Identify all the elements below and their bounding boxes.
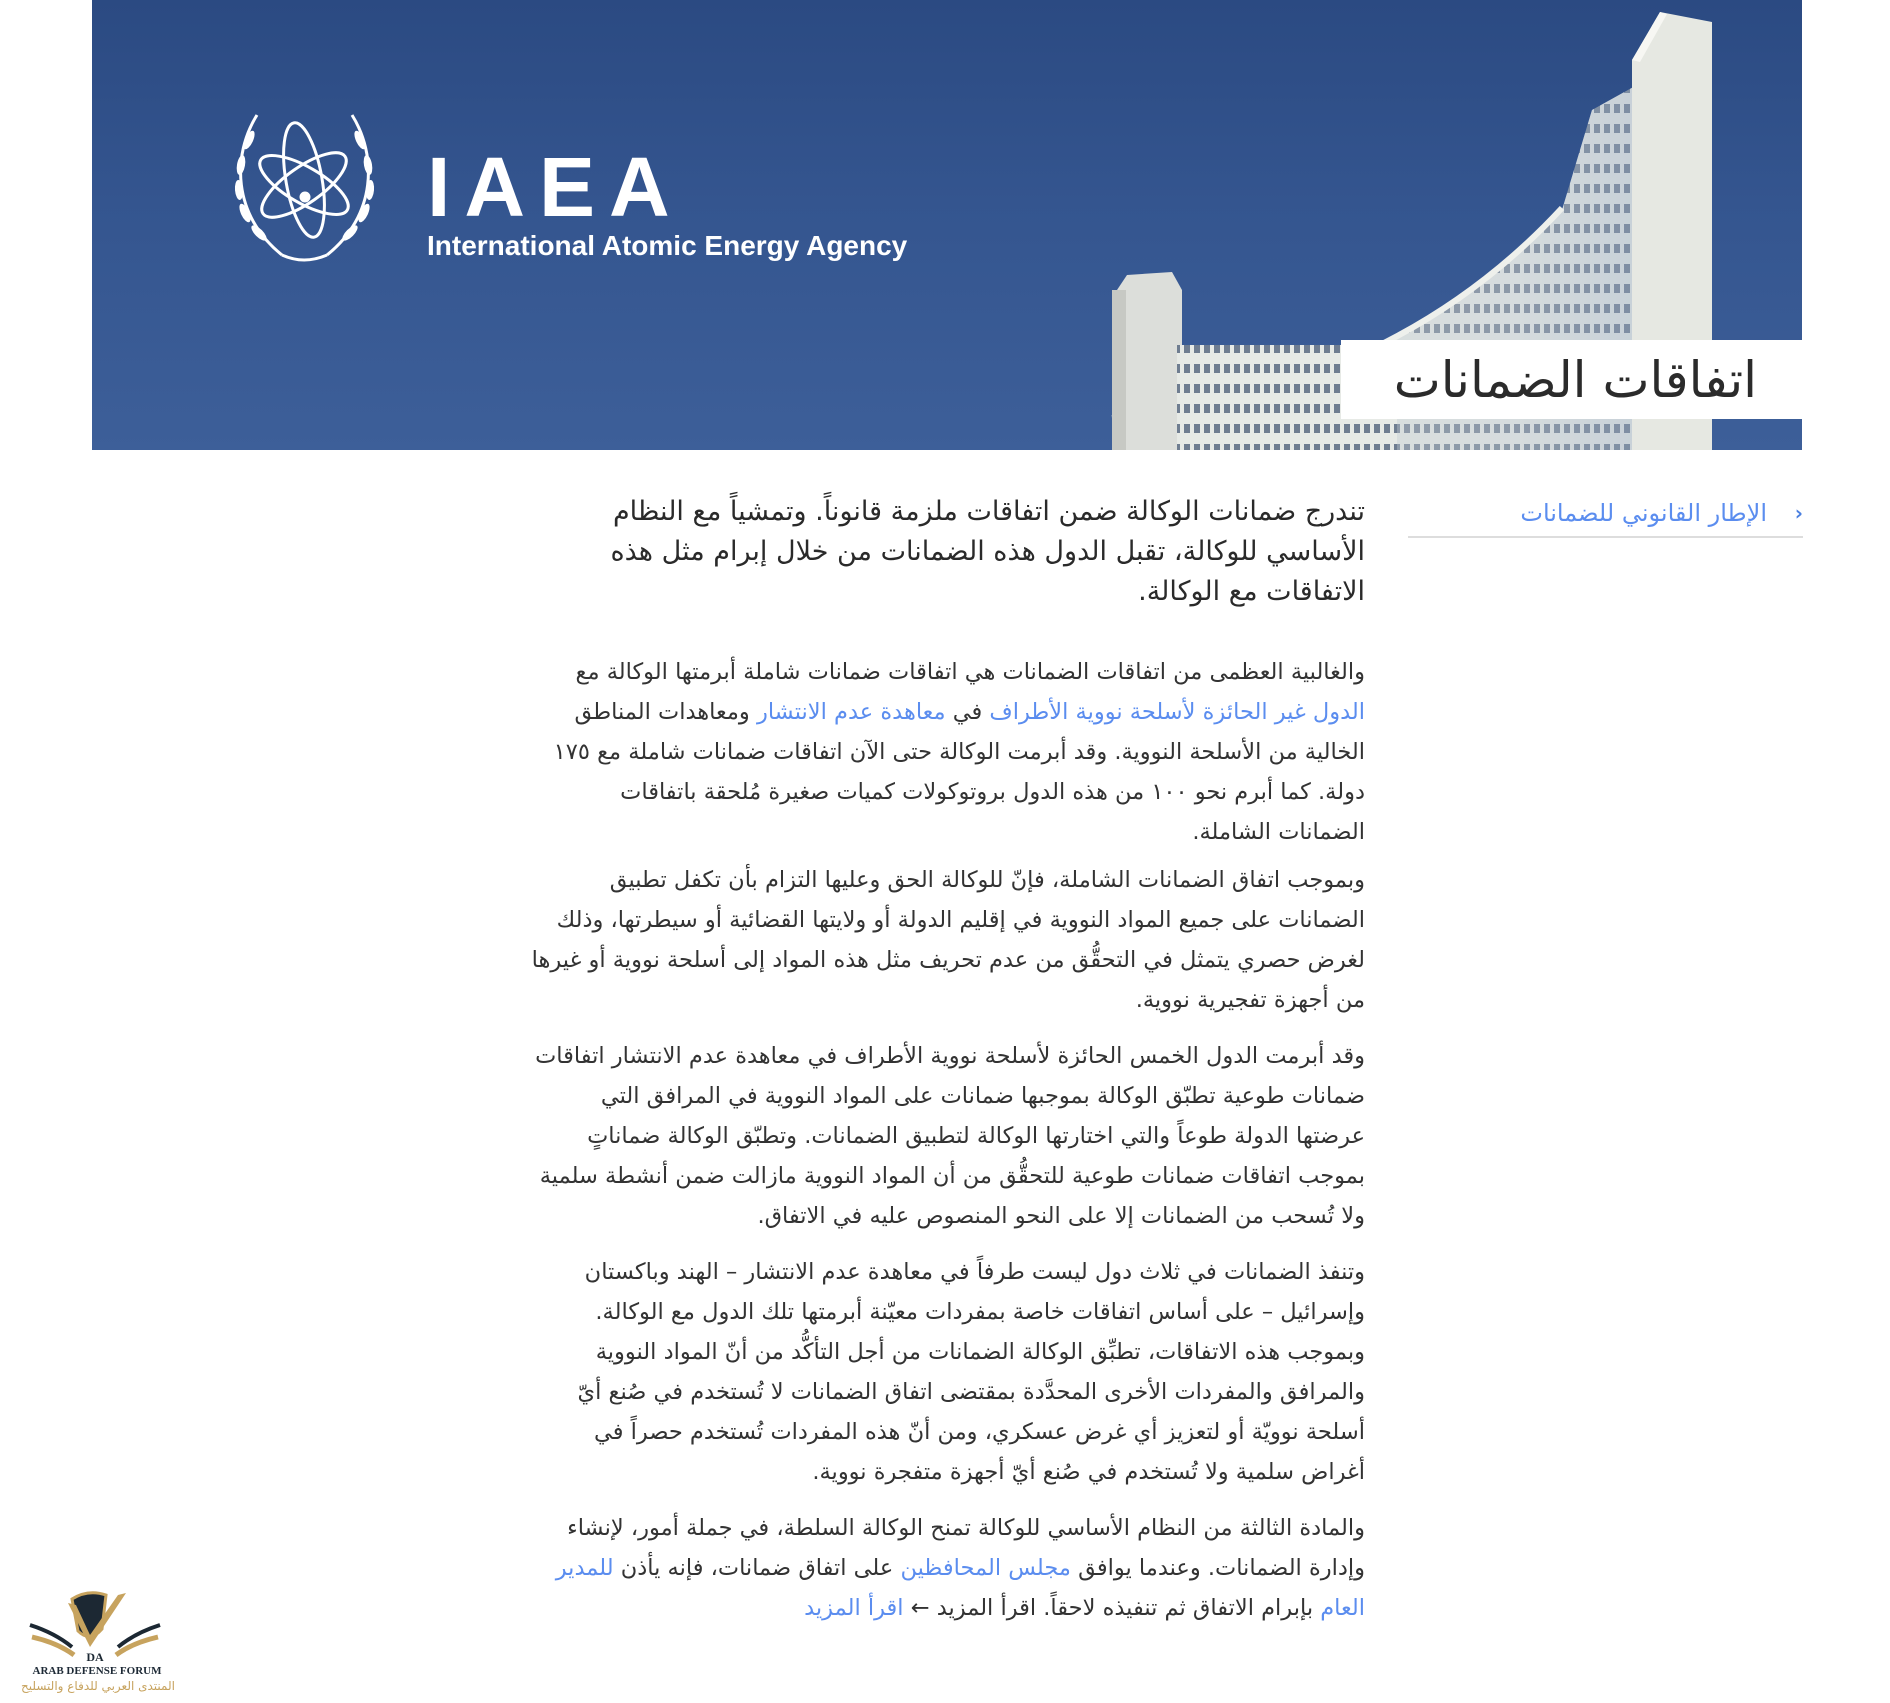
text: بإبرام الاتفاق ثم تنفيذه لاحقاً. اقرأ المزيد ← — [903, 1595, 1321, 1621]
link-npt[interactable]: معاهدة عدم الانتشار — [756, 699, 946, 725]
text: في — [945, 699, 990, 725]
sidebar-item-legal-framework[interactable] — [1408, 490, 1803, 538]
link-board-of-governors[interactable]: مجلس المحافظين — [900, 1555, 1071, 1581]
chevron-icon: ‹ — [1794, 501, 1803, 525]
sidebar-item-label: الإطار القانوني للضمانات — [1520, 499, 1767, 527]
logo-acronym: IAEA — [427, 140, 684, 234]
forum-monogram: DA — [86, 1650, 104, 1664]
text: على اتفاق ضمانات، فإنه يأذن — [613, 1555, 901, 1581]
text: ومعاهدات المناطق الخالية من الأسلحة النووية. وقد أبرمت الوكالة حتى الآن اتفاقات ضمانات شاملة مع ١٧٥ دولة. كما أبرم نحو ١٠٠ من هذه الدول بروتوكولات كميات صغيرة مُلحقة باتفاقات الضمانات الشاملة. — [553, 699, 1365, 845]
page-title-box — [1341, 340, 1802, 419]
atom-wreath-emblem-icon — [227, 105, 382, 270]
text: والمادة الثالثة من النظام الأساسي للوكالة تمنح الوكالة السلطة، في جملة أمور، لإنشاء وإدارة الضمانات. وعندما يوافق — [567, 1515, 1365, 1581]
link-nnws-parties[interactable]: الدول غير الحائزة لأسلحة نووية الأطراف — [989, 699, 1365, 725]
iaea-logo[interactable] — [227, 105, 908, 275]
paragraph-comprehensive-agreements — [530, 652, 1365, 852]
forum-logo-icon — [10, 1585, 180, 1665]
sidebar-nav — [1408, 490, 1803, 538]
forum-name-ar: المنتدى العربي للدفاع والتسليح — [21, 1679, 175, 1693]
link-director-general[interactable]: للمدير العام — [555, 1555, 1365, 1621]
paragraph-voluntary-offer: وقد أبرمت الدول الخمس الحائزة لأسلحة نووية الأطراف في معاهدة عدم الانتشار اتفاقات ضمانات طوعية تطبّق الوكالة بموجبها ضمانات على المواد النووية في المرافق التي عرضتها الدولة طوعاً والتي اختارتها الوكالة لتطبيق الضمانات. وتطبّق الوكالة ضماناتٍ بموجب اتفاقات ضمانات طوعية للتحقُّق من أن المواد النووية مازالت ضمن أنشطة سلمية ولا تُسحب من الضمانات إلا على النحو المنصوص عليه في الاتفاق. — [535, 1043, 1365, 1229]
page-title: اتفاقات الضمانات — [1393, 350, 1757, 409]
paragraph-item-specific: وتنفذ الضمانات في ثلاث دول ليست طرفاً في معاهدة عدم الانتشار – الهند وباكستان وإسرائيل – على أساس اتفاقات خاصة بمفردات معيّنة أبرمتها تلك الدول مع الوكالة. وبموجب هذه الاتفاقات، تطبِّق الوكالة الضمانات من أجل التأكُّد من أنّ المواد النووية والمرافق والمفردات الأخرى المحدَّدة بمقتضى اتفاق الضمانات لا تُستخدم في صُنع أيّ أسلحة نوويّة أو لتعزيز أي غرض عسكري، ومن أنّ هذه المفردات تُستخدم حصراً في أغراض سلمية ولا تُستخدم في صُنع أيّ أجهزة متفجرة نووية. — [577, 1259, 1365, 1485]
arab-defense-forum-watermark — [10, 1585, 180, 1700]
main-content — [530, 492, 1365, 1644]
paragraph-csa-obligations: وبموجب اتفاق الضمانات الشاملة، فإنّ للوكالة الحق وعليها التزام بأن تكفل تطبيق الضمانات على جميع المواد النووية في إقليم الدولة أو ولايتها القضائية أو سيطرتها، وذلك لغرض حصري يتمثل في التحقُّق من عدم تحريف مثل هذه المواد إلى أسلحة نووية أو غيرها من أجهزة تفجيرية نووية. — [531, 867, 1365, 1013]
lead-paragraph: تندرج ضمانات الوكالة ضمن اتفاقات ملزمة قانوناً. وتمشياً مع النظام الأساسي للوكالة، تقبل الدول هذه الضمانات من خلال إبرام مثل هذه الاتفاقات مع الوكالة. — [610, 496, 1365, 607]
forum-name-en: ARAB DEFENSE FORUM — [32, 1665, 162, 1677]
text: والغالبية العظمى من اتفاقات الضمانات هي اتفاقات ضمانات شاملة أبرمتها الوكالة مع — [575, 659, 1365, 685]
read-more-link[interactable]: اقرأ المزيد — [804, 1595, 904, 1621]
paragraph-statute-article — [530, 1508, 1365, 1628]
logo-full-name: International Atomic Energy Agency — [427, 230, 908, 261]
header-banner — [92, 0, 1802, 450]
